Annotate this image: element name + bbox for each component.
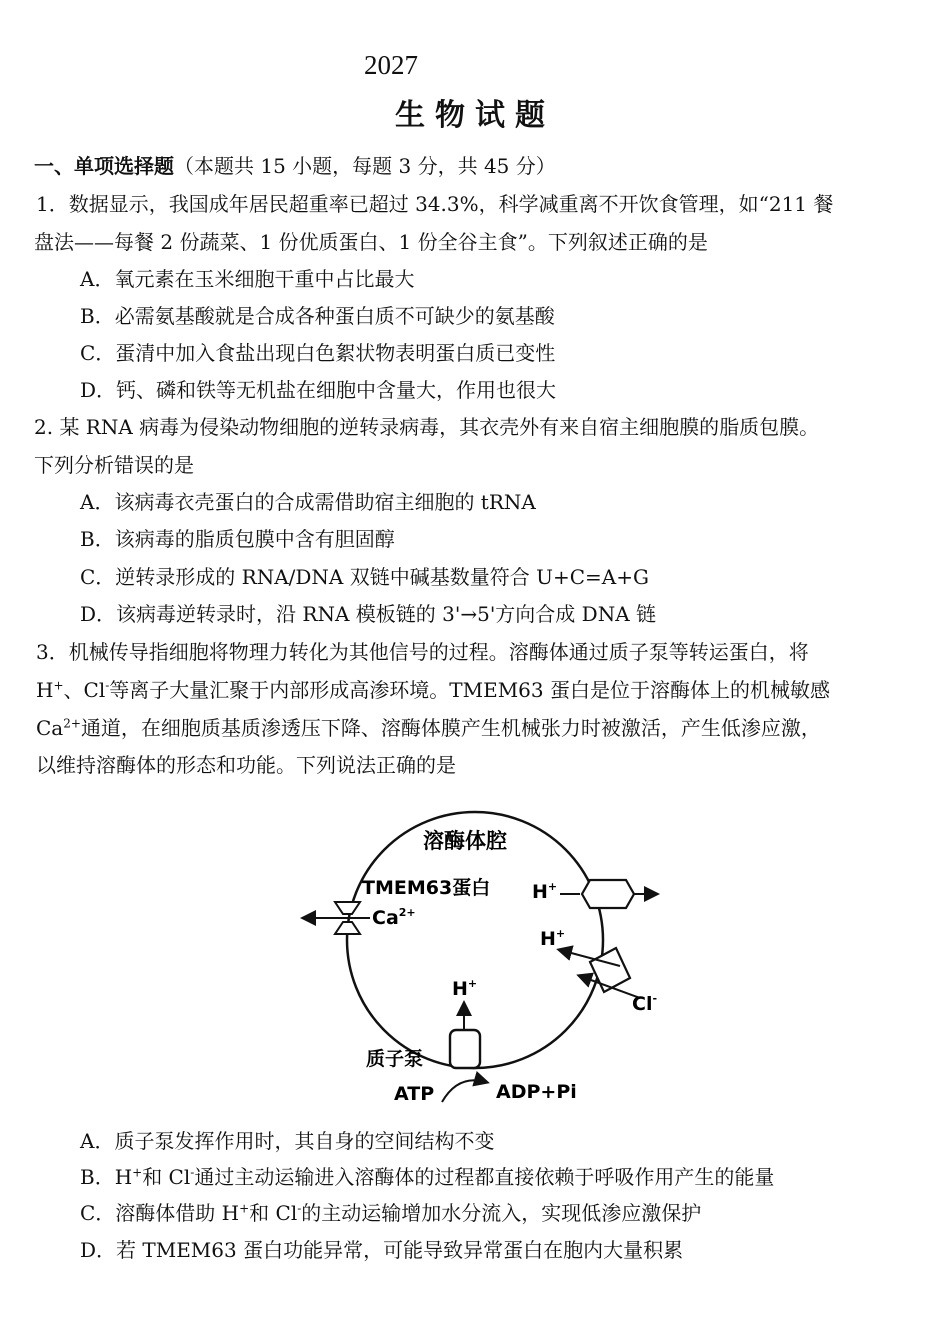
- atp-label: ATP: [394, 1083, 435, 1105]
- q2-stem-line2: 下列分析错误的是: [34, 453, 194, 477]
- q3-ca-charge: 2+: [63, 716, 81, 731]
- section-title: 一、单项选择题: [34, 154, 174, 178]
- q1-stem-line2: 盘法——每餐 2 份蔬菜、1 份优质蛋白、1 份全谷主食”。下列叙述正确的是: [34, 230, 708, 254]
- h-ion-label-top: H+: [532, 880, 558, 903]
- q3-option-b-h-charge: +: [132, 1165, 143, 1180]
- q3-option-b-cl-charge: -: [190, 1165, 195, 1180]
- q3-stem-line3-text: 通道，在细胞质基质渗透压下降、溶酶体膜产生机械张力时被激活，产生低渗应激，: [80, 716, 821, 740]
- h-ion-label-right: H+: [540, 927, 566, 950]
- q1-option-b: B．必需氨基酸就是合成各种蛋白质不可缺少的氨基酸: [80, 304, 555, 328]
- q1-option-d: D．钙、磷和铁等无机盐在细胞中含量大，作用也很大: [80, 378, 557, 402]
- h-transporter-top: [582, 880, 634, 908]
- q3-option-b-part2: 和 Cl: [142, 1165, 191, 1189]
- q3-option-c: [80, 1197, 701, 1226]
- q3-option-c-cl-charge: -: [297, 1201, 302, 1216]
- proton-pump-label: 质子泵: [366, 1048, 424, 1070]
- q3-option-c-h-charge: +: [239, 1201, 250, 1216]
- q2-option-d: D．该病毒逆转录时，沿 RNA 模板链的 3'→5'方向合成 DNA 链: [80, 602, 657, 626]
- section-note: （本题共 15 小题，每题 3 分，共 45 分）: [174, 154, 556, 178]
- q2-option-b: B．该病毒的脂质包膜中含有胆固醇: [80, 527, 395, 551]
- q2-option-a: A．该病毒衣壳蛋白的合成需借助宿主细胞的 tRNA: [80, 490, 536, 514]
- h-ion-label-bottom: H+: [452, 977, 478, 1000]
- atp-hydrolysis-arrow: [442, 1080, 486, 1102]
- q3-h-charge: +: [53, 678, 64, 693]
- q3-option-c-part3: 的主动运输增加水分流入，实现低渗应激保护: [301, 1201, 702, 1225]
- q3-cl-label: 、Cl: [63, 678, 106, 702]
- q3-option-a: A．质子泵发挥作用时，其自身的空间结构不变: [80, 1129, 495, 1153]
- q3-option-d: D．若 TMEM63 蛋白功能异常，可能导致异常蛋白在胞内大量积累: [80, 1238, 684, 1262]
- q3-stem-line2-text: 等离子大量汇聚于内部形成高渗环境。TMEM63 蛋白是位于溶酶体上的机械敏感: [109, 678, 830, 702]
- exam-year: 2027: [364, 50, 418, 80]
- q3-h-label: H: [36, 678, 54, 702]
- q1-stem-line1: 1．数据显示，我国成年居民超重率已超过 34.3%，科学减重离不开饮食管理，如“211 餐: [36, 192, 834, 216]
- q1-option-a: A．氧元素在玉米细胞干重中占比最大: [80, 267, 415, 291]
- q3-option-b-part3: 通过主动运输进入溶酶体的过程都直接依赖于呼吸作用产生的能量: [194, 1165, 775, 1189]
- q2-option-c: C．逆转录形成的 RNA/DNA 双链中碱基数量符合 U+C=A+G: [80, 565, 649, 589]
- lumen-label: 溶酶体腔: [423, 829, 507, 853]
- q3-stem-line3: [36, 712, 821, 741]
- section-heading: [34, 150, 556, 179]
- ca-ion-label: $Ca^{2+}$: [372, 906, 416, 929]
- q3-option-c-part1: C．溶酶体借助 H: [80, 1201, 240, 1225]
- q3-cl-charge: -: [105, 678, 110, 693]
- adp-pi-label: ADP+Pi: [496, 1081, 577, 1103]
- proton-pump: [450, 1030, 480, 1068]
- q1-option-c: C．蛋清中加入食盐出现白色絮状物表明蛋白质已变性: [80, 341, 556, 365]
- q3-option-c-part2: 和 Cl: [249, 1201, 298, 1225]
- q3-stem-line1: 3．机械传导指细胞将物理力转化为其他信号的过程。溶酶体通过质子泵等转运蛋白，将: [36, 640, 809, 664]
- q3-option-b-part1: B．H: [80, 1165, 133, 1189]
- page-title: 生物试题: [395, 98, 555, 133]
- tmem63-label: TMEM63蛋白: [362, 877, 491, 899]
- q3-stem-line2: [36, 674, 830, 703]
- q2-stem-line1: 2. 某 RNA 病毒为侵染动物细胞的逆转录病毒，其衣壳外有来自宿主细胞膜的脂质包膜。: [34, 415, 820, 439]
- lysosome-diagram: [290, 790, 670, 1115]
- cl-ion-label: Cl-: [632, 992, 658, 1015]
- q3-option-b: [80, 1161, 774, 1190]
- q3-ca-label: Ca: [36, 716, 64, 740]
- q3-stem-line4: 以维持溶酶体的形态和功能。下列说法正确的是: [36, 753, 456, 777]
